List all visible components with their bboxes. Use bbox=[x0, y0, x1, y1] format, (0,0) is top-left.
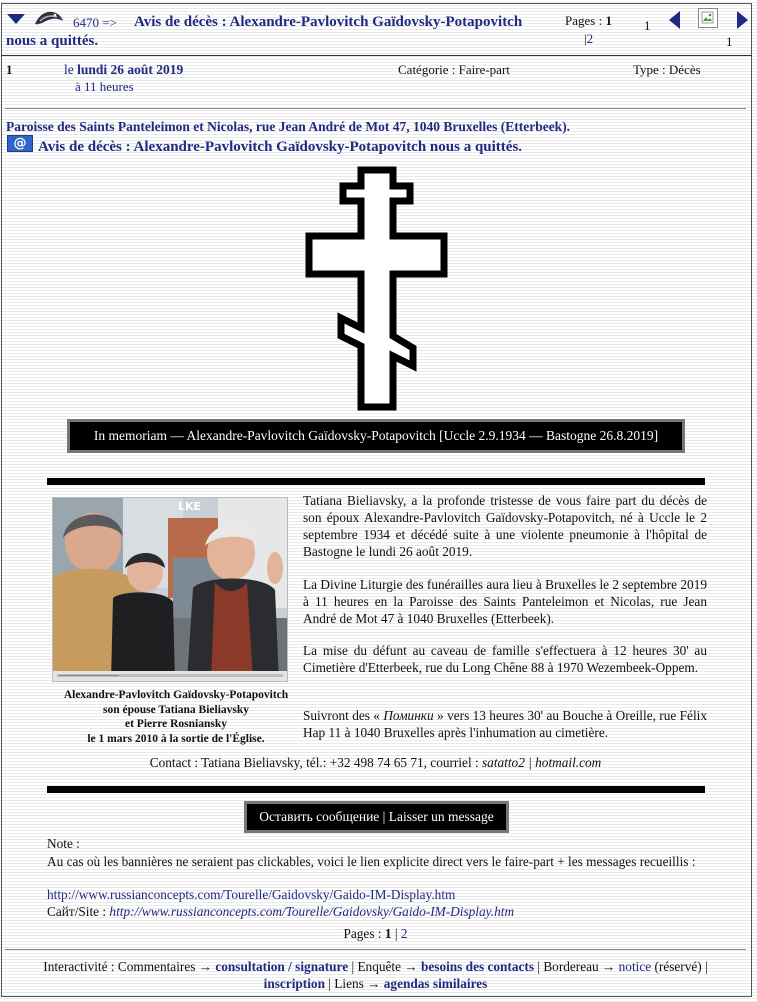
site-link[interactable]: http://www.russianconcepts.com/Tourelle/Gaidovsky/Gaido-IM-Display.htm bbox=[109, 904, 515, 919]
broken-image-icon[interactable] bbox=[698, 8, 718, 28]
bottom-pager: Pages : 1 | 2 bbox=[343, 926, 408, 941]
entry-type: Type : Décès bbox=[633, 62, 701, 77]
header-counter-left: 1 bbox=[644, 18, 651, 33]
article-heading: Avis de décès : Alexandre-Pavlovitch Gaïdovsky-Potapovitch nous a quittés. bbox=[38, 139, 523, 155]
contact-line: Contact : Tatiana Bieliavsky, tél.: +32 498 74 65 71, courriel : satatto2 | hotmail.com bbox=[149, 755, 602, 770]
contact-email[interactable]: satatto2 | hotmail.com bbox=[482, 755, 602, 770]
leave-message-button[interactable]: Оставить сообщение | Laisser un message bbox=[244, 801, 509, 833]
note-direct-link[interactable] bbox=[47, 887, 455, 903]
agendas-similaires-link[interactable]: agendas similaires bbox=[383, 976, 488, 991]
note-text: Au cas où les bannières ne seraient pas clickables, voici le lien explicite direct vers le faire-part + les messages recueillis : bbox=[47, 854, 696, 869]
faire-part-link[interactable]: http://www.russianconcepts.com/Tourelle/Gaidovsky/Gaido-IM-Display.htm bbox=[47, 887, 456, 902]
header-pages: Pages : 1 bbox=[565, 13, 612, 28]
entry-category: Catégorie : Faire-part bbox=[398, 62, 510, 77]
photo-caption bbox=[52, 688, 300, 746]
site-line: Сайт/Site : http://www.russianconcepts.com/Tourelle/Gaidovsky/Gaido-IM-Display.htm bbox=[47, 904, 515, 919]
entry-time: à 11 heures bbox=[75, 79, 134, 94]
in-memoriam-banner[interactable]: In memoriam — Alexandre-Pavlovitch Gaïdovsky-Potapovitch [Uccle 2.9.1934 — Bastogne 26.8.2019] bbox=[67, 419, 685, 453]
paragraph-burial: La mise du défunt au caveau de famille s'effectuera à 12 heures 30' au Cimetière d'Etterbeek, rue du Long Chêne 88 à 1970 Wezembeek-Oppem. bbox=[303, 643, 707, 675]
photo-sign-text: LKE bbox=[178, 500, 202, 513]
notice-link[interactable]: notice bbox=[618, 959, 652, 974]
header-divider bbox=[1, 55, 752, 56]
header-pages-next: |2 bbox=[584, 31, 594, 46]
next-arrow-icon[interactable] bbox=[737, 11, 748, 29]
entry-date: le lundi 26 août 2019 bbox=[64, 62, 184, 77]
item-number: 6470 => bbox=[73, 15, 117, 30]
paragraph-liturgy: La Divine Liturgie des funérailles aura lieu à Bruxelles le 2 septembre 2019 à 11 heures en la Paroisse des Saints Panteleimon et Nicolas, rue Jean André de Mot 47 à 1040 Bruxelles (Etterbeek). bbox=[303, 577, 707, 626]
header-title-continued[interactable]: nous a quittés. bbox=[6, 33, 99, 49]
orthodox-cross-image bbox=[305, 166, 448, 412]
signature-link[interactable]: signature bbox=[295, 959, 349, 974]
bottom-page-2-link[interactable]: 2 bbox=[400, 926, 408, 941]
parish-address: Paroisse des Saints Panteleimon et Nicolas, rue Jean André de Mot 47, 1040 Bruxelles (Etterbeek). bbox=[6, 119, 571, 134]
paragraph-pominki: Suivront des « Поминки » vers 13 heures 30' au Bouche à Oreille, rue Félix Hap 11 à 1040 Bruxelles après l'inhumation au cimetière. bbox=[303, 708, 707, 740]
caption-line-4: le 1 mars 2010 à la sortie de l'Église. bbox=[87, 732, 265, 745]
pominki-word: Поминки bbox=[383, 708, 434, 723]
besoins-contacts-link[interactable]: besoins des contacts bbox=[420, 959, 534, 974]
collapse-triangle-icon[interactable] bbox=[7, 14, 25, 24]
bottom-black-bar bbox=[47, 786, 705, 793]
caption-line-3: et Pierre Rosniansky bbox=[124, 718, 227, 730]
header-page-2-link[interactable]: 2 bbox=[586, 31, 594, 46]
caption-line-2: son épouse Tatiana Bieliavsky bbox=[102, 703, 250, 716]
email-at-icon[interactable]: @ bbox=[7, 135, 33, 152]
prev-arrow-icon[interactable] bbox=[669, 11, 680, 29]
paragraph-announcement: Tatiana Bieliavsky, a la profonde tristesse de vous faire part du décès de son époux Alexandre-Pavlovitch Gaïdovsky-Potapovitch, né à Uccle le 2 septembre 1934 et décédé suite à une violente pneumonie à l'hôpital de Bastogne le lundi 26 août 2019. bbox=[303, 493, 707, 559]
note-label: Note : bbox=[47, 836, 80, 851]
header-counter-right: 1 bbox=[726, 34, 733, 49]
top-black-bar bbox=[47, 478, 705, 485]
consultation-link[interactable]: consultation bbox=[215, 959, 285, 974]
caption-line-1: Alexandre-Pavlovitch Gaïdovsky-Potapovitch bbox=[63, 689, 289, 701]
footer-links: Interactivité : Commentaires → consultation / signature | Enquête → besoins des contacts | Bordereau → notice (réservé) | inscription | Liens → agendas similaires bbox=[43, 959, 708, 991]
memorial-photo bbox=[52, 497, 288, 682]
header-title[interactable]: Avis de décès : Alexandre-Pavlovitch Gaïdovsky-Potapovitch bbox=[134, 14, 523, 30]
site-logo-icon[interactable] bbox=[34, 9, 64, 27]
meta-divider bbox=[5, 108, 746, 109]
entry-index: 1 bbox=[6, 62, 13, 77]
inscription-link[interactable]: inscription bbox=[263, 976, 325, 991]
footer-divider bbox=[5, 949, 746, 950]
